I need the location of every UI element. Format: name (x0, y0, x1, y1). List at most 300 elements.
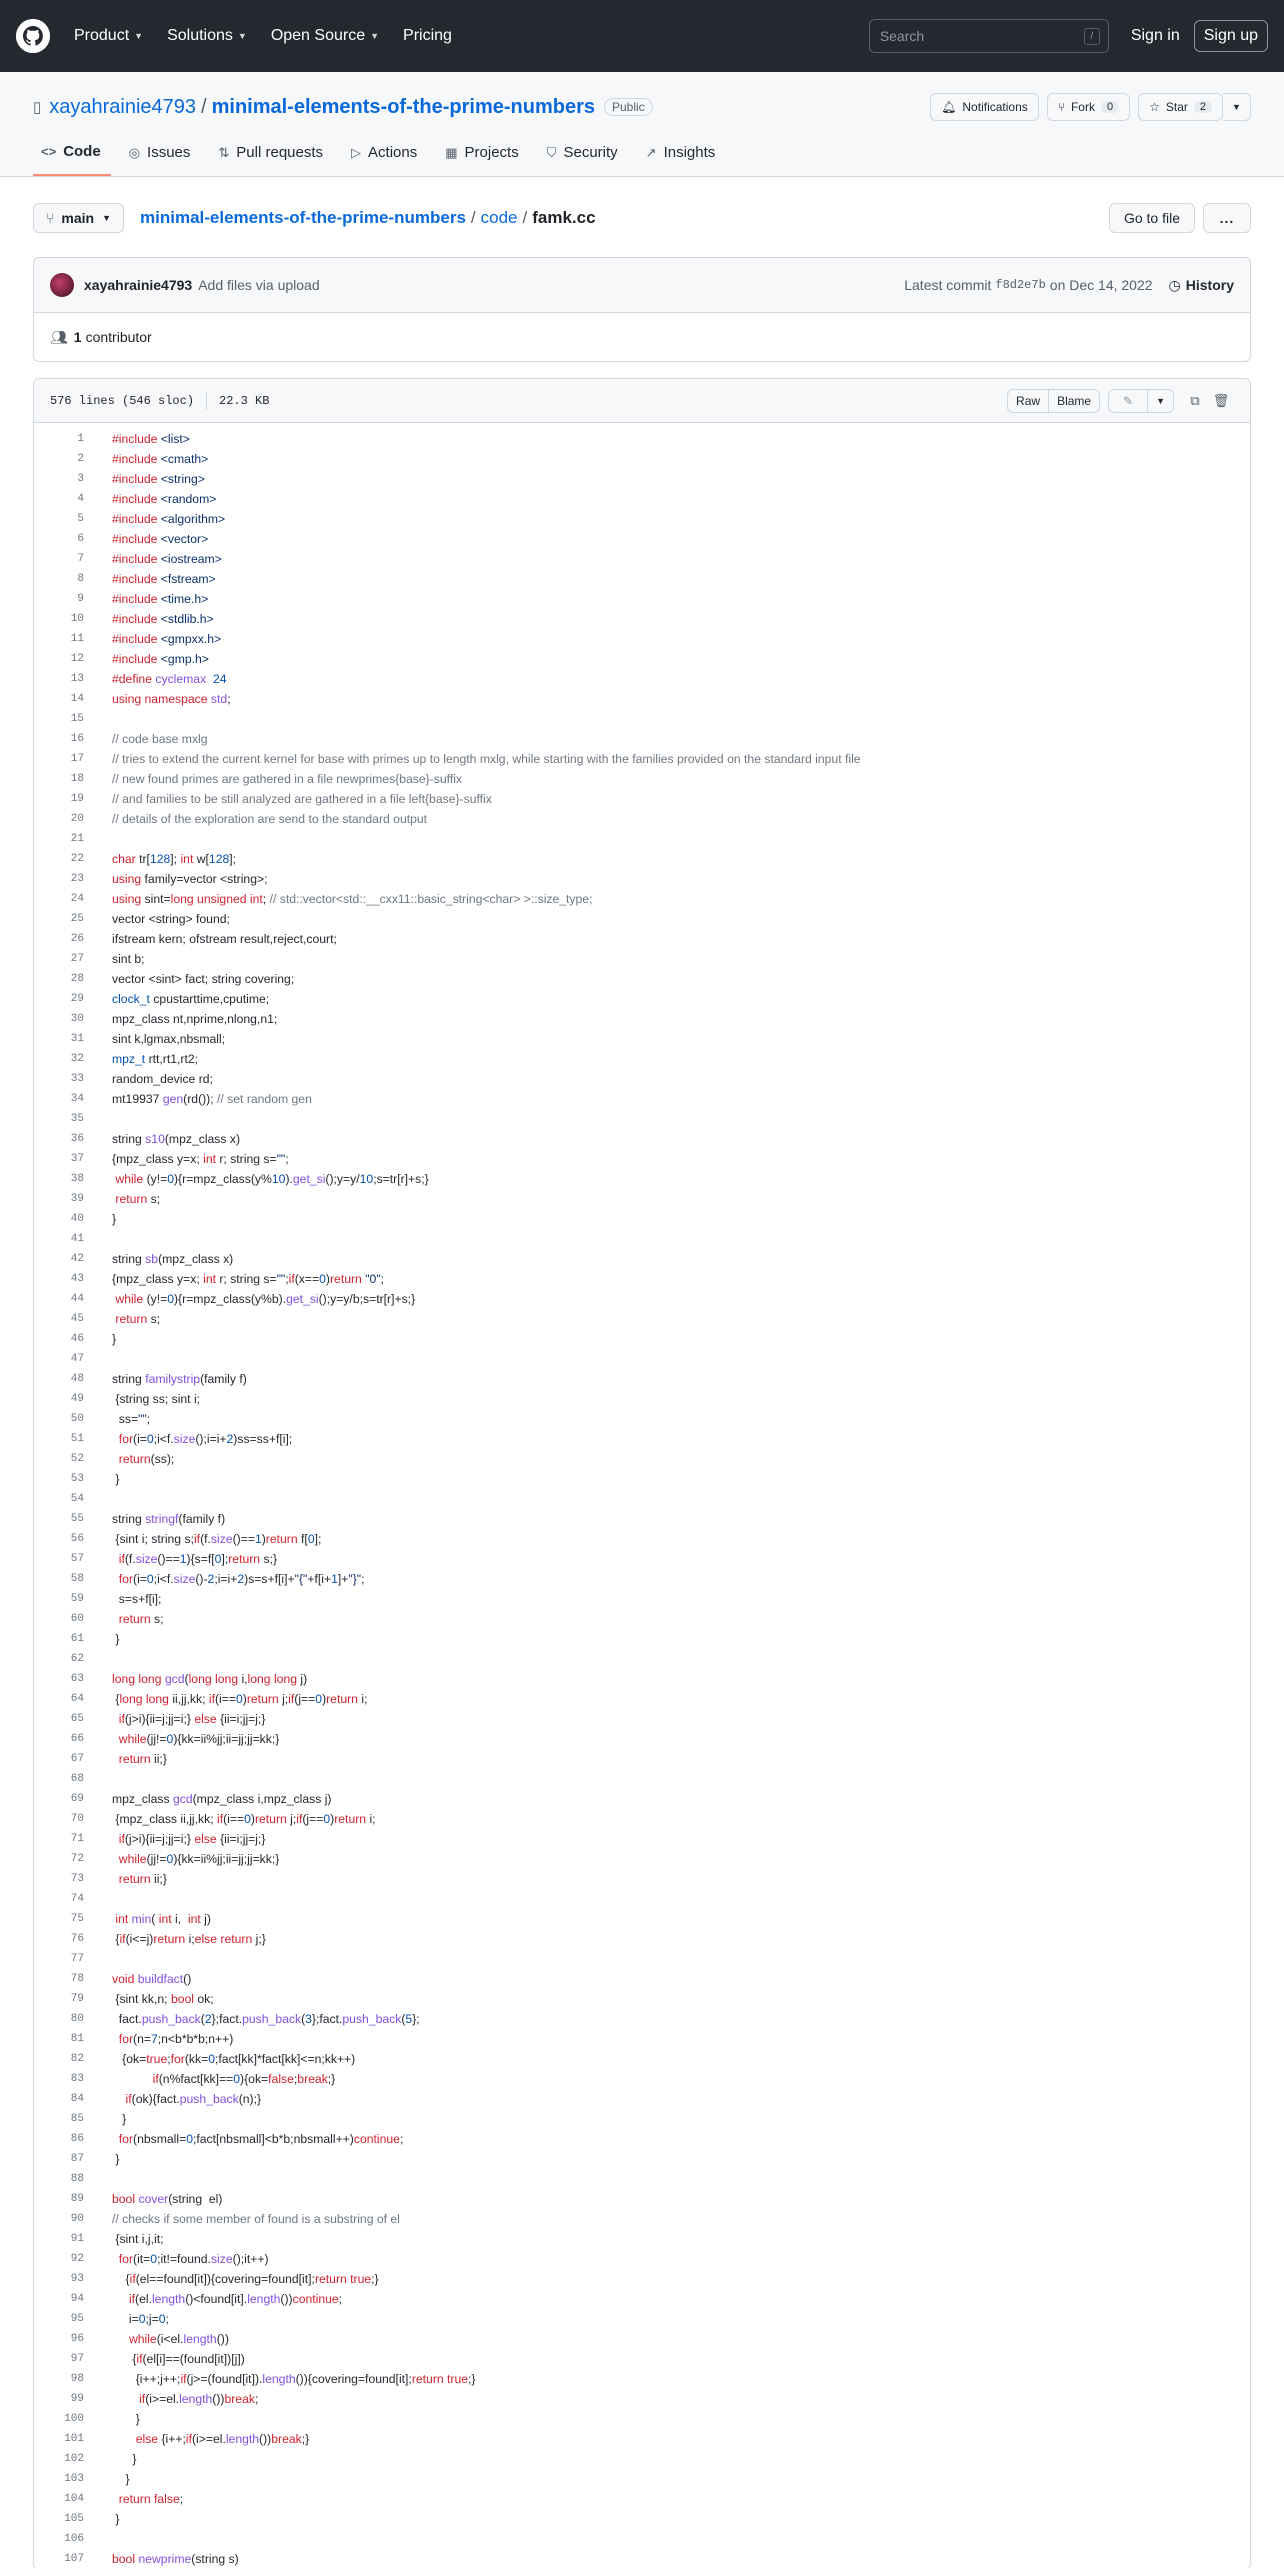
line-number[interactable]: 1 (77, 433, 84, 445)
branch-name: main (61, 210, 95, 226)
line-number[interactable]: 19 (70, 793, 84, 805)
line-number[interactable]: 77 (70, 1953, 84, 1965)
code-line (34, 1269, 1250, 1289)
code-text (96, 1529, 321, 1549)
line-number[interactable]: 5 (77, 513, 84, 525)
line-number[interactable]: 102 (64, 2453, 84, 2465)
line-number[interactable]: 106 (64, 2533, 84, 2545)
code-token: };fact. (211, 2012, 243, 2026)
line-number[interactable]: 38 (70, 1173, 84, 1185)
code-token: if (288, 1692, 295, 1706)
nav-item-open-source[interactable] (271, 27, 379, 45)
code-token: ) (250, 1812, 255, 1826)
line-number[interactable]: 66 (70, 1733, 84, 1745)
line-number[interactable]: 27 (70, 953, 84, 965)
line-number[interactable]: 21 (70, 833, 84, 845)
code-token: };fact. (311, 2012, 343, 2026)
line-number[interactable]: 7 (77, 553, 84, 565)
code-token: size (173, 1572, 196, 1586)
code-line (34, 2109, 1250, 2129)
line-number[interactable]: 101 (64, 2433, 84, 2445)
line-number[interactable]: 99 (70, 2393, 84, 2405)
code-token: } (112, 2152, 120, 2166)
code-token: bool (112, 2552, 139, 2566)
code-text (96, 1949, 112, 1969)
slash-shortcut-icon: / (1084, 28, 1100, 45)
avatar[interactable] (50, 273, 74, 297)
line-number[interactable]: 97 (70, 2353, 84, 2365)
line-number[interactable]: 25 (70, 913, 84, 925)
code-token: #include (112, 632, 161, 646)
star-button[interactable] (1138, 93, 1223, 121)
line-number[interactable]: 85 (70, 2113, 84, 2125)
code-token: size (210, 2252, 233, 2266)
line-number[interactable]: 83 (70, 2073, 84, 2085)
code-token: (j== (294, 1692, 316, 1706)
code-line (34, 449, 1250, 469)
repo-name-link[interactable]: minimal-elements-of-the-prime-numbers (211, 95, 595, 118)
line-number[interactable]: 67 (70, 1753, 84, 1765)
code-token: sint b; (112, 952, 145, 966)
code-text (96, 1049, 198, 1069)
code-line (34, 2169, 1250, 2189)
code-token: 0 (167, 1172, 174, 1186)
code-token: (jj!= (146, 1732, 167, 1746)
star-count: 2 (1194, 101, 1212, 113)
fork-label: Fork (1070, 100, 1095, 114)
line-number[interactable]: 59 (70, 1593, 84, 1605)
line-number[interactable]: 11 (70, 633, 84, 645)
code-line (34, 2549, 1250, 2568)
search-input[interactable] (869, 19, 1109, 53)
breadcrumb-folder-link[interactable]: code (480, 208, 518, 227)
github-logo-icon[interactable] (16, 19, 50, 53)
nav-item-solutions[interactable] (167, 27, 247, 45)
code-token: )ss=ss+f[i]; (233, 1432, 293, 1446)
code-text (96, 609, 214, 629)
code-text (96, 2249, 269, 2269)
code-text (96, 2229, 163, 2249)
code-line (34, 2049, 1250, 2069)
tab-label: Actions (368, 144, 418, 161)
commit-message-link[interactable]: Add files via upload (198, 277, 320, 293)
history-label: History (1185, 277, 1234, 293)
code-token: <list> (160, 432, 190, 446)
line-number[interactable]: 47 (70, 1353, 84, 1365)
line-number[interactable]: 46 (70, 1333, 84, 1345)
code-token: ]; (170, 852, 181, 866)
tab-projects[interactable] (437, 143, 528, 176)
commit-author-link[interactable]: xayahrainie4793 (84, 277, 193, 293)
code-token: #include (112, 512, 161, 526)
code-token: if (152, 2072, 159, 2086)
line-number[interactable]: 80 (70, 2013, 84, 2025)
code-token: return (265, 1532, 302, 1546)
line-number[interactable]: 54 (70, 1493, 84, 1505)
line-number[interactable]: 52 (70, 1453, 84, 1465)
line-number[interactable]: 61 (70, 1633, 84, 1645)
code-token: (n);} (238, 2092, 262, 2106)
line-number[interactable]: 63 (70, 1673, 84, 1685)
code-text (96, 1669, 307, 1689)
line-number[interactable]: 56 (70, 1533, 84, 1545)
code-token: ; (380, 1272, 385, 1286)
code-token: return (115, 1312, 151, 1326)
code-line (34, 709, 1250, 729)
code-text (96, 2269, 379, 2289)
code-line (34, 749, 1250, 769)
issue-icon: ◎ (128, 144, 141, 160)
code-line (34, 489, 1250, 509)
code-token: r; string s= (219, 1272, 277, 1286)
line-number[interactable]: 104 (64, 2493, 84, 2505)
line-number[interactable]: 4 (77, 493, 84, 505)
code-token: push_back (242, 2012, 302, 2026)
code-token (112, 2092, 126, 2106)
line-number[interactable]: 34 (70, 1093, 84, 1105)
line-number[interactable]: 64 (70, 1693, 84, 1705)
line-number[interactable]: 13 (70, 673, 84, 685)
fork-button[interactable] (1047, 93, 1130, 121)
line-number[interactable]: 50 (70, 1413, 84, 1425)
tab-code[interactable] (33, 143, 111, 176)
code-text (96, 629, 221, 649)
code-line (34, 549, 1250, 569)
repo-owner-link[interactable]: xayahrainie4793 (49, 95, 197, 118)
file-line-count: 576 lines (546 sloc) (50, 393, 195, 408)
line-number[interactable]: 98 (70, 2373, 84, 2385)
graph-icon: ↗ (645, 144, 657, 160)
code-text (96, 829, 112, 849)
edit-dropdown-button[interactable]: ▼ (1148, 389, 1174, 413)
sign-in-link[interactable]: Sign in (1130, 27, 1180, 44)
code-token: ()) (212, 2392, 225, 2406)
triangle-down-icon: ▼ (1232, 102, 1241, 112)
code-line (34, 1889, 1250, 1909)
code-token: stringf (145, 1512, 179, 1526)
more-options-button[interactable]: ... (1203, 203, 1251, 233)
code-token: ;i=i+ (214, 1572, 238, 1586)
code-text (96, 1809, 376, 1829)
star-label: Star (1165, 100, 1188, 114)
line-number[interactable]: 82 (70, 2053, 84, 2065)
notifications-button[interactable] (930, 93, 1039, 121)
code-token: for (118, 2032, 134, 2046)
line-number[interactable]: 76 (70, 1933, 84, 1945)
line-number[interactable]: 35 (70, 1113, 84, 1125)
code-token: size (173, 1432, 196, 1446)
code-text (96, 1689, 367, 1709)
code-line (34, 869, 1250, 889)
code-token: (jj!= (146, 1852, 167, 1866)
code-token: if (129, 2272, 136, 2286)
line-number[interactable]: 15 (70, 713, 84, 725)
code-token (112, 1552, 119, 1566)
code-token: using (112, 872, 145, 886)
line-number[interactable]: 41 (70, 1233, 84, 1245)
tab-label: Pull requests (236, 144, 324, 161)
code-text (96, 2209, 400, 2229)
line-number[interactable]: 53 (70, 1473, 84, 1485)
commit-sha-link[interactable]: f8d2e7b (995, 278, 1046, 292)
code-token: "" (276, 1272, 286, 1286)
line-number[interactable]: 16 (70, 733, 84, 745)
code-token: family=vector <string>; (144, 872, 268, 886)
code-token: while (128, 2332, 157, 2346)
code-token: std (210, 692, 228, 706)
code-line (34, 2289, 1250, 2309)
code-text (96, 889, 592, 909)
code-token: continue (353, 2132, 400, 2146)
code-text (96, 1889, 112, 1909)
trash-icon[interactable]: 🗑︎ (1212, 392, 1230, 408)
code-line (34, 1469, 1250, 1489)
code-token: (i= (133, 1572, 147, 1586)
line-number[interactable]: 2 (77, 453, 84, 465)
code-token: (j>=(found[it]). (186, 2372, 263, 2386)
line-number[interactable]: 44 (70, 1293, 84, 1305)
line-number[interactable]: 31 (70, 1033, 84, 1045)
line-number[interactable]: 22 (70, 853, 84, 865)
tab-actions[interactable] (343, 143, 427, 176)
fork-count: 0 (1101, 101, 1119, 113)
commit-date: on Dec 14, 2022 (1049, 277, 1153, 293)
code-token: random_device rd; (112, 1072, 213, 1086)
code-token: ( (184, 1672, 189, 1686)
line-number[interactable]: 90 (70, 2213, 84, 2225)
line-number[interactable]: 10 (70, 613, 84, 625)
edit-pencil-icon[interactable]: ✎ (1108, 389, 1148, 413)
code-line (34, 1189, 1250, 1209)
code-token: ( (301, 2012, 306, 2026)
tab-issues[interactable] (121, 143, 201, 176)
code-text (96, 569, 216, 589)
code-token: ;fact[nbsmall]<b*b;nbsmall++) (192, 2132, 354, 2146)
code-token: if (128, 2292, 136, 2306)
star-dropdown-button[interactable] (1223, 93, 1251, 121)
tab-insights[interactable] (638, 143, 726, 176)
code-token: using namespace (112, 692, 211, 706)
line-number[interactable]: 12 (70, 653, 84, 665)
code-token: // and families to be still analyzed are gathered in a file left{base}-suffix (112, 792, 492, 806)
code-token: 0 (315, 1692, 323, 1706)
line-number[interactable]: 100 (64, 2413, 84, 2425)
line-number[interactable]: 89 (70, 2193, 84, 2205)
line-number[interactable]: 94 (70, 2293, 84, 2305)
line-number[interactable]: 17 (70, 753, 84, 765)
bell-icon: 🔔︎ (941, 100, 957, 114)
line-number[interactable]: 8 (77, 573, 84, 585)
code-line (34, 1969, 1250, 1989)
line-number[interactable]: 84 (70, 2093, 84, 2105)
line-number[interactable]: 65 (70, 1713, 84, 1725)
code-token: (f. (200, 1532, 211, 1546)
line-number[interactable]: 70 (70, 1813, 84, 1825)
code-token: return true (314, 2272, 372, 2286)
code-token: if (136, 2352, 143, 2366)
code-token: if (180, 2372, 187, 2386)
history-button[interactable] (1169, 277, 1234, 294)
line-number[interactable]: 69 (70, 1793, 84, 1805)
line-number[interactable]: 81 (70, 2033, 84, 2045)
code-text (96, 969, 294, 989)
code-token (112, 2392, 139, 2406)
tab-pull-requests[interactable] (210, 143, 333, 176)
code-token: ()<found[it]. (185, 2292, 248, 2306)
code-text (96, 2189, 222, 2209)
line-number[interactable]: 72 (70, 1853, 84, 1865)
line-number[interactable]: 93 (70, 2273, 84, 2285)
code-token: ). (285, 1172, 293, 1186)
code-token: push_back (141, 2012, 201, 2026)
line-number[interactable]: 23 (70, 873, 84, 885)
tab-security[interactable] (539, 143, 628, 176)
line-number[interactable]: 45 (70, 1313, 84, 1325)
line-number[interactable]: 18 (70, 773, 84, 785)
code-token: ; (338, 2292, 343, 2306)
code-line (34, 2509, 1250, 2529)
code-token: i, (241, 1672, 248, 1686)
code-line (34, 2249, 1250, 2269)
line-number[interactable]: 71 (70, 1833, 84, 1845)
line-number[interactable]: 6 (77, 533, 84, 545)
line-number[interactable]: 86 (70, 2133, 84, 2145)
code-token: ;} (301, 2432, 310, 2446)
code-line (34, 2469, 1250, 2489)
code-line (34, 509, 1250, 529)
line-number[interactable]: 91 (70, 2233, 84, 2245)
code-token: j;} (255, 1932, 266, 1946)
chevron-down-icon: ▼ (134, 31, 144, 41)
code-line (34, 929, 1250, 949)
line-number[interactable]: 60 (70, 1613, 84, 1625)
line-number[interactable]: 24 (70, 893, 84, 905)
code-token: {mpz_class ii,jj,kk; (112, 1812, 217, 1826)
line-number[interactable]: 36 (70, 1133, 84, 1145)
code-token: (y!= (146, 1172, 168, 1186)
line-number[interactable]: 74 (70, 1893, 84, 1905)
code-token: length (183, 2332, 217, 2346)
code-token: () (183, 1972, 192, 1986)
code-token: ( (151, 1912, 159, 1926)
line-number[interactable]: 95 (70, 2313, 84, 2325)
code-line (34, 1149, 1250, 1169)
line-number[interactable]: 55 (70, 1513, 84, 1525)
code-line (34, 989, 1250, 1009)
code-line (34, 649, 1250, 669)
line-number[interactable]: 92 (70, 2253, 84, 2265)
code-token: ) (322, 1692, 327, 1706)
raw-button[interactable]: Raw (1007, 389, 1049, 413)
line-number[interactable]: 79 (70, 1993, 84, 2005)
code-token: if (118, 1832, 125, 1846)
code-token: buildfact (137, 1972, 184, 1986)
branch-selector[interactable] (33, 203, 124, 233)
line-number[interactable]: 57 (70, 1553, 84, 1565)
code-text (96, 669, 227, 689)
code-token: if (139, 2392, 146, 2406)
line-number[interactable]: 26 (70, 933, 84, 945)
line-number[interactable]: 62 (70, 1653, 84, 1665)
line-number[interactable]: 73 (70, 1873, 84, 1885)
line-number[interactable]: 43 (70, 1273, 84, 1285)
line-number[interactable]: 105 (64, 2513, 84, 2525)
go-to-file-button[interactable]: Go to file (1109, 203, 1195, 233)
line-number[interactable]: 39 (70, 1193, 84, 1205)
line-number[interactable]: 29 (70, 993, 84, 1005)
code-token: <iostream> (160, 552, 222, 566)
code-token: gcd (172, 1792, 193, 1806)
line-number[interactable]: 49 (70, 1393, 84, 1405)
code-token: long unsigned int (170, 892, 263, 906)
nav-item-product[interactable] (74, 27, 143, 45)
code-token: // checks if some member of found is a substring of el (112, 2212, 400, 2226)
line-number[interactable]: 40 (70, 1213, 84, 1225)
code-token: return (246, 1692, 283, 1706)
line-number[interactable]: 48 (70, 1373, 84, 1385)
code-token: (nbsmall= (133, 2132, 187, 2146)
line-number[interactable]: 103 (64, 2473, 84, 2485)
code-line (34, 1529, 1250, 1549)
line-number[interactable]: 14 (70, 693, 84, 705)
code-token: ()) (259, 2432, 272, 2446)
line-number[interactable]: 33 (70, 1073, 84, 1085)
tab-label: Code (63, 143, 101, 160)
line-number[interactable]: 9 (77, 593, 84, 605)
line-number[interactable]: 87 (70, 2153, 84, 2165)
nav-item-pricing[interactable] (403, 27, 452, 45)
line-number[interactable]: 96 (70, 2333, 84, 2345)
code-token: ; (227, 692, 231, 706)
line-number[interactable]: 28 (70, 973, 84, 985)
line-number[interactable]: 20 (70, 813, 84, 825)
code-token: mpz_t (112, 1052, 146, 1066)
line-number[interactable]: 30 (70, 1013, 84, 1025)
code-token (112, 2292, 129, 2306)
line-number[interactable]: 58 (70, 1573, 84, 1585)
code-token: 1 (179, 1552, 187, 1566)
line-number[interactable]: 78 (70, 1973, 84, 1985)
code-line (34, 1789, 1250, 1809)
code-token: if (296, 1812, 303, 1826)
sign-up-button[interactable]: Sign up (1194, 20, 1268, 52)
code-line (34, 1729, 1250, 1749)
copy-icon[interactable]: ⧉ (1190, 392, 1200, 408)
code-token: ; (293, 2072, 298, 2086)
line-number[interactable]: 51 (70, 1433, 84, 1445)
line-number[interactable]: 68 (70, 1773, 84, 1785)
line-number[interactable]: 42 (70, 1253, 84, 1265)
code-token: #include (112, 572, 161, 586)
line-number[interactable]: 3 (77, 473, 84, 485)
breadcrumb-repo-link[interactable]: minimal-elements-of-the-prime-numbers (140, 208, 466, 227)
code-line (34, 2029, 1250, 2049)
line-number[interactable]: 32 (70, 1053, 84, 1065)
code-token: int (158, 1912, 176, 1926)
code-token (112, 1732, 119, 1746)
line-number[interactable]: 37 (70, 1153, 84, 1165)
line-number[interactable]: 88 (70, 2173, 84, 2185)
blame-button[interactable]: Blame (1049, 389, 1100, 413)
code-token: ){kk=ii%jj;ii=jj;jj=kk;} (173, 1852, 280, 1866)
code-token: familystrip (145, 1372, 201, 1386)
line-number[interactable]: 75 (70, 1913, 84, 1925)
contributors-row[interactable] (34, 313, 1250, 361)
code-line (34, 889, 1250, 909)
line-number[interactable]: 107 (64, 2553, 84, 2565)
code-token: } (112, 1212, 117, 1226)
code-token: (it= (133, 2252, 151, 2266)
